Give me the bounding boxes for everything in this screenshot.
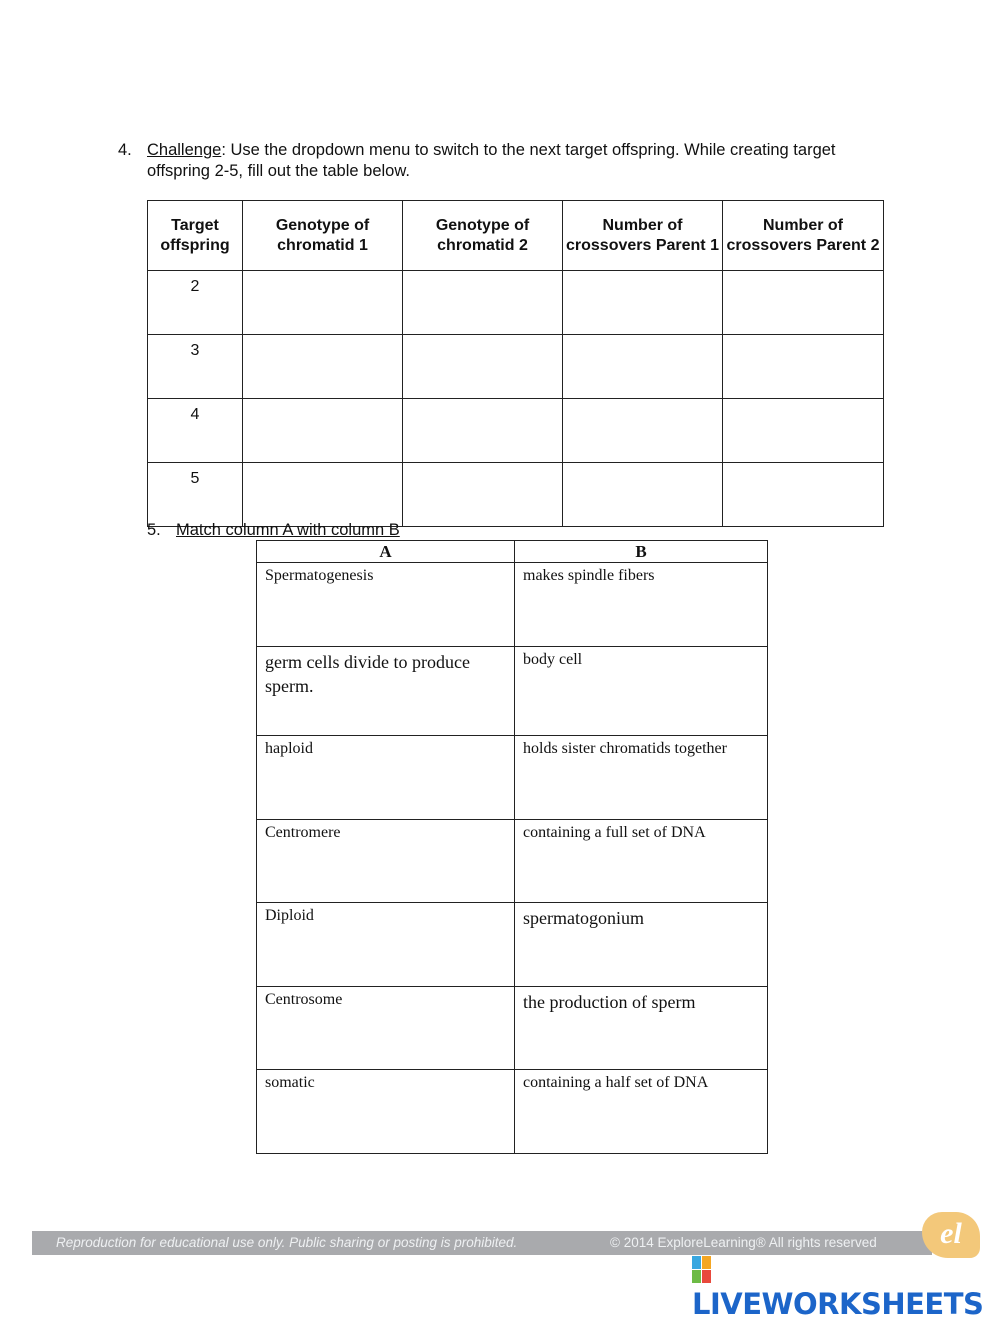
answer-cell[interactable] xyxy=(403,271,563,335)
answer-cell[interactable] xyxy=(723,399,884,463)
column-a-header: A xyxy=(257,541,515,563)
column-b-item[interactable]: body cell xyxy=(515,647,768,736)
column-b-item[interactable]: the production of sperm xyxy=(515,987,768,1070)
table-row xyxy=(148,271,884,335)
answer-cell[interactable] xyxy=(723,335,884,399)
table-row xyxy=(257,1070,768,1154)
answer-cell[interactable] xyxy=(243,271,403,335)
copyright-footer xyxy=(32,1231,932,1255)
column-a-item[interactable]: Spermatogenesis xyxy=(257,563,515,647)
question-4-number: 4. xyxy=(118,141,132,159)
answer-cell[interactable] xyxy=(403,335,563,399)
answer-cell[interactable] xyxy=(403,399,563,463)
question-5-number: 5. xyxy=(147,521,161,539)
question-4-body: : Use the dropdown menu to switch to the next target offspring. While creating target offspring 2-5, fill out the table below. xyxy=(147,141,836,180)
answer-cell[interactable] xyxy=(243,463,403,527)
answer-cell[interactable] xyxy=(563,335,723,399)
offspring-number: 5 xyxy=(148,463,243,527)
liveworksheets-blocks-icon xyxy=(692,1256,712,1284)
answer-cell[interactable] xyxy=(563,463,723,527)
column-a-item[interactable]: Centromere xyxy=(257,820,515,903)
table-row xyxy=(257,987,768,1070)
liveworksheets-logo xyxy=(692,1253,1000,1321)
header-target-offspring: Target offspring xyxy=(148,201,243,271)
header-genotype-chromatid-1: Genotype of chromatid 1 xyxy=(243,201,403,271)
challenge-label: Challenge xyxy=(147,141,222,159)
answer-cell[interactable] xyxy=(563,399,723,463)
offspring-number: 2 xyxy=(148,271,243,335)
table-row xyxy=(257,820,768,903)
offspring-table xyxy=(147,200,884,527)
column-b-item[interactable]: holds sister chromatids together xyxy=(515,736,768,820)
table-row xyxy=(257,647,768,736)
column-a-item[interactable]: haploid xyxy=(257,736,515,820)
table-row xyxy=(148,463,884,527)
liveworksheets-wordmark: LIVEWORKSHEETS xyxy=(692,1287,984,1321)
column-a-item[interactable]: somatic xyxy=(257,1070,515,1154)
explorelearning-logo: el xyxy=(922,1212,980,1258)
header-crossovers-parent-1: Number of crossovers Parent 1 xyxy=(563,201,723,271)
table-row xyxy=(257,736,768,820)
column-b-item[interactable]: spermatogonium xyxy=(515,903,768,987)
answer-cell[interactable] xyxy=(243,335,403,399)
answer-cell[interactable] xyxy=(723,271,884,335)
question-5-text: Match column A with column B xyxy=(176,521,400,539)
table-row xyxy=(257,563,768,647)
column-b-item[interactable]: containing a half set of DNA xyxy=(515,1070,768,1154)
matching-table xyxy=(256,540,768,1154)
column-a-item[interactable]: Diploid xyxy=(257,903,515,987)
header-genotype-chromatid-2: Genotype of chromatid 2 xyxy=(403,201,563,271)
table-row xyxy=(148,335,884,399)
answer-cell[interactable] xyxy=(563,271,723,335)
offspring-table-header xyxy=(148,201,884,271)
column-b-item[interactable]: makes spindle fibers xyxy=(515,563,768,647)
copyright-notice: © 2014 ExploreLearning® All rights reserved xyxy=(610,1235,877,1250)
table-row xyxy=(257,903,768,987)
offspring-number: 4 xyxy=(148,399,243,463)
reproduction-notice: Reproduction for educational use only. Public sharing or posting is prohibited. xyxy=(56,1235,518,1250)
column-b-header: B xyxy=(515,541,768,563)
question-4-text xyxy=(147,140,877,182)
header-crossovers-parent-2: Number of crossovers Parent 2 xyxy=(723,201,884,271)
matching-table-header xyxy=(257,541,768,563)
column-b-item[interactable]: containing a full set of DNA xyxy=(515,820,768,903)
answer-cell[interactable] xyxy=(723,463,884,527)
answer-cell[interactable] xyxy=(243,399,403,463)
table-row xyxy=(148,399,884,463)
column-a-item[interactable]: germ cells divide to produce sperm. xyxy=(257,647,515,736)
answer-cell[interactable] xyxy=(403,463,563,527)
column-a-item[interactable]: Centrosome xyxy=(257,987,515,1070)
offspring-number: 3 xyxy=(148,335,243,399)
